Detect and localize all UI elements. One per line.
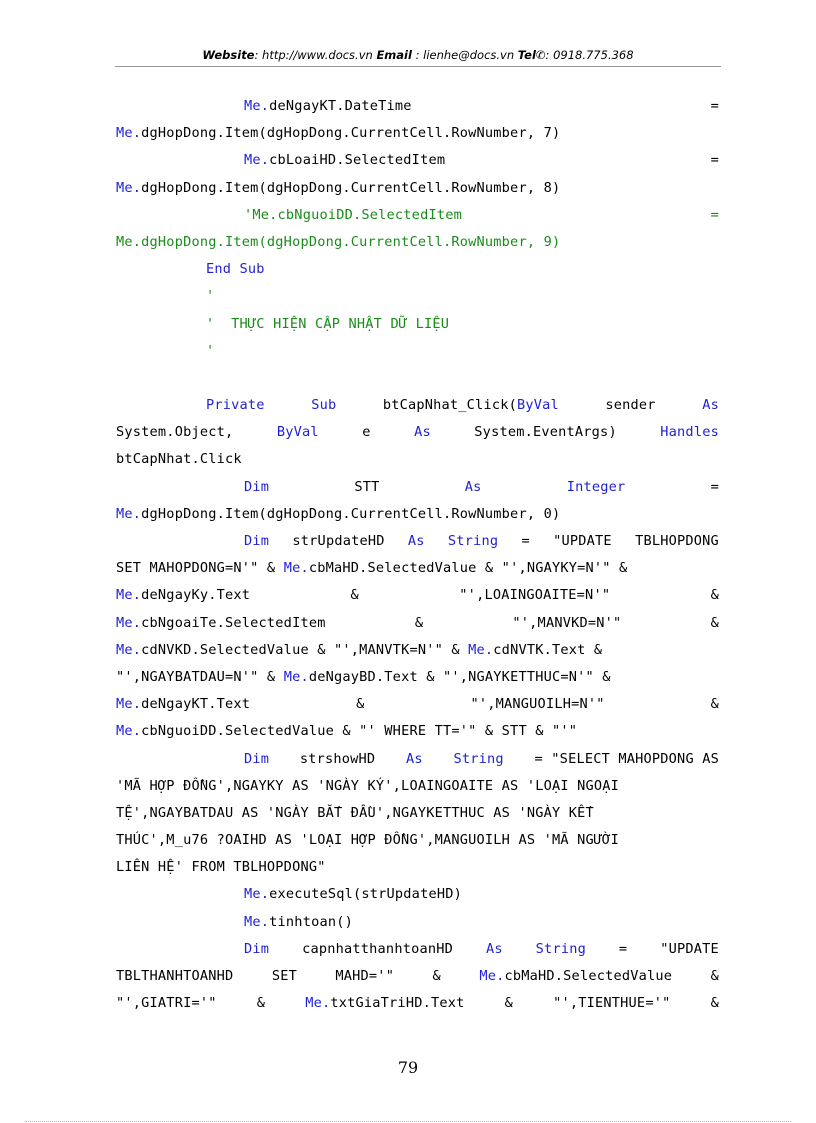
code-token: Me. — [116, 179, 142, 196]
code-token: "',NGAYBATDAU=N'" & — [116, 668, 284, 685]
website-label: Website — [202, 48, 255, 62]
code-token: Dim — [244, 750, 270, 767]
code-token: = — [710, 478, 719, 495]
code-token: ByVal — [516, 397, 559, 414]
code-token: btCapNhat_Click( — [382, 397, 517, 414]
code-token: strshowHD — [299, 750, 376, 767]
code-line-27 — [116, 800, 719, 827]
code-token: & — [710, 587, 719, 604]
code-token: e — [362, 424, 371, 441]
code-line-17 — [116, 528, 719, 555]
code-line-19 — [116, 582, 719, 609]
code-token: Me. — [116, 505, 142, 522]
code-token: Me. — [244, 913, 270, 930]
page-bottom-border — [25, 1121, 791, 1122]
code-token: Me. — [468, 641, 494, 658]
code-line-23 — [116, 691, 719, 718]
code-line-12 — [116, 392, 719, 419]
code-line-21 — [116, 637, 719, 664]
code-token: & — [710, 968, 719, 984]
code-token: "UPDATE — [660, 940, 719, 957]
code-line-9 — [116, 311, 719, 338]
code-token: Dim — [244, 533, 270, 549]
code-token: & — [350, 587, 359, 604]
code-token: deNgayKy.Text — [141, 587, 251, 604]
code-line-8 — [116, 283, 719, 310]
code-line-32 — [116, 936, 719, 963]
code-token: txtGiaTriHD.Text — [330, 995, 465, 1012]
code-line-14 — [116, 446, 719, 473]
code-token: Me.dgHopDong.Item(dgHopDong.CurrentCell.RowNumber, 9) — [116, 233, 561, 250]
code-token: Sub — [311, 397, 337, 414]
code-token: = — [710, 206, 719, 223]
code-token: strUpdateHD — [292, 533, 385, 549]
code-line-29 — [116, 854, 719, 881]
code-token: = — [710, 98, 719, 114]
code-token: Private — [206, 397, 265, 414]
code-token: cbMaHD.SelectedValue & "',NGAYKY=N'" & — [308, 560, 628, 577]
code-token: String — [447, 533, 499, 549]
code-token: Me. — [116, 125, 142, 142]
code-token: As — [702, 397, 719, 414]
header-divider — [115, 66, 721, 67]
code-token: cbMaHD.SelectedValue — [504, 968, 673, 984]
code-token: System.EventArgs) — [474, 424, 617, 441]
code-token: STT — [354, 478, 380, 495]
code-token: SET — [271, 968, 297, 984]
code-token: cdNVKD.SelectedValue & "',MANVTK=N'" & — [141, 641, 469, 658]
code-line-5 — [116, 202, 719, 229]
code-token: & — [414, 614, 424, 631]
code-token: Me. — [244, 152, 270, 169]
code-token: THÚC',M_u76 ?OAIHD AS 'LOẠI HỢP ĐỒNG',MANGUOILH AS 'MÃ NGƯỜI — [116, 832, 620, 849]
code-token: Me. — [116, 641, 142, 658]
code-token: As — [485, 940, 503, 957]
code-token: "',GIATRI='" — [116, 995, 217, 1012]
code-token: cdNVTK.Text & — [493, 641, 603, 658]
code-token: = — [521, 533, 530, 549]
code-token: "UPDATE — [553, 533, 612, 549]
code-line-18 — [116, 555, 719, 582]
code-token: As — [414, 424, 431, 441]
code-token: Me. — [116, 696, 142, 713]
code-token: "',LOAINGOAITE=N'" — [459, 587, 611, 604]
code-token: capnhatthanhtoanHD — [302, 940, 454, 957]
code-line-24 — [116, 718, 719, 745]
tel-number: ✆: 0918.775.368 — [535, 48, 634, 62]
code-token: tinhtoan() — [269, 913, 353, 930]
code-token: & — [710, 696, 719, 713]
code-token: sender — [605, 397, 656, 414]
code-token: & — [504, 995, 513, 1012]
code-token: String — [453, 750, 504, 767]
code-token: As — [406, 750, 423, 767]
code-token: TỆ',NGAYBATDAU AS 'NGÀY BẮT ĐẦU',NGAYKETTHUC AS 'NGÀY KẾT — [116, 804, 594, 821]
code-token: Me. — [116, 587, 142, 604]
code-token: LIÊN HỆ' FROM TBLHOPDONG" — [116, 859, 326, 876]
code-token: ByVal — [276, 424, 319, 441]
code-token: Me. — [244, 98, 270, 114]
code-line-33 — [116, 963, 719, 990]
code-token: dgHopDong.Item(dgHopDong.CurrentCell.RowNumber, 7) — [141, 125, 561, 142]
code-line-6 — [116, 229, 719, 256]
code-listing — [116, 93, 719, 1017]
code-token: System.Object, — [116, 424, 234, 441]
code-line-20 — [116, 610, 719, 637]
code-token: executeSql(strUpdateHD) — [269, 886, 462, 903]
code-token: cbNgoaiTe.SelectedItem — [141, 614, 326, 631]
code-token: deNgayKT.Text — [141, 696, 251, 713]
code-line-26 — [116, 773, 719, 800]
code-token: deNgayBD.Text & "',NGAYKETTHUC=N'" & — [308, 668, 611, 685]
code-token: SET MAHOPDONG=N'" & — [116, 560, 284, 577]
email-label: Email — [376, 48, 412, 62]
code-token: Dim — [244, 478, 270, 495]
code-line-4 — [116, 175, 719, 202]
code-line-10 — [116, 338, 719, 365]
code-token: deNgayKT.DateTime — [269, 98, 412, 114]
code-token: dgHopDong.Item(dgHopDong.CurrentCell.RowNumber, 8) — [141, 179, 561, 196]
code-line-31 — [116, 909, 719, 936]
code-token: & — [256, 995, 266, 1012]
code-line-25 — [116, 746, 719, 773]
code-token: TBLHOPDONG — [635, 533, 719, 549]
code-line-28 — [116, 827, 719, 854]
code-line-34 — [116, 990, 719, 1017]
page-header — [115, 48, 721, 66]
code-token: Me. — [244, 886, 270, 903]
website-url: : http://www.docs.vn — [254, 48, 377, 62]
code-token: cbNguoiDD.SelectedValue & "' WHERE TT='" & STT & "'" — [141, 723, 578, 740]
code-token: Me. — [479, 968, 505, 984]
code-token: As — [407, 533, 425, 549]
page-number: 79 — [397, 1058, 419, 1077]
code-line-13 — [116, 419, 719, 446]
code-token: = — [710, 152, 719, 169]
code-line-22 — [116, 664, 719, 691]
code-token: Me. — [116, 614, 142, 631]
code-line-1 — [116, 93, 719, 120]
code-token: TBLTHANHTOANHD — [116, 968, 234, 984]
code-token: & — [710, 614, 719, 631]
code-token: Handles — [660, 424, 719, 441]
code-token: Dim — [244, 940, 270, 957]
code-token: btCapNhat.Click — [116, 451, 242, 468]
code-token: = — [618, 940, 628, 957]
code-token: = "SELECT MAHOPDONG AS — [534, 750, 719, 767]
code-token: Me. — [283, 560, 309, 577]
code-token: As — [464, 478, 482, 495]
code-line-blank — [116, 365, 719, 392]
code-token: & — [432, 968, 441, 984]
code-line-15 — [116, 474, 719, 501]
code-token: ' — [206, 288, 215, 305]
code-token: & — [356, 696, 365, 713]
code-token: Me. — [283, 668, 309, 685]
code-token: MAHD='" — [335, 968, 395, 984]
tel-label: Tel — [517, 48, 536, 62]
code-token: String — [535, 940, 586, 957]
code-token: Integer — [566, 478, 626, 495]
code-token: ' — [206, 342, 215, 359]
code-token: Me. — [305, 995, 331, 1012]
code-token: "',MANGUOILH=N'" — [470, 696, 605, 713]
code-token: End Sub — [206, 261, 265, 278]
code-line-16 — [116, 501, 719, 528]
code-token: 'MÃ HỢP ĐỒNG',NGAYKY AS 'NGÀY KÝ',LOAINGOAITE AS 'LOẠI NGOẠI — [116, 777, 620, 794]
code-token: "',TIENTHUE='" — [553, 995, 671, 1012]
code-token: & — [710, 995, 719, 1012]
code-token: "',MANVKD=N'" — [512, 614, 622, 631]
code-token: cbLoaiHD.SelectedItem — [269, 152, 446, 169]
code-token: 'Me.cbNguoiDD.SelectedItem — [244, 206, 462, 223]
email-address: : lienhe@docs.vn — [411, 48, 518, 62]
code-token: Me. — [116, 723, 142, 740]
code-line-3 — [116, 147, 719, 174]
code-line-7 — [116, 256, 719, 283]
code-token: dgHopDong.Item(dgHopDong.CurrentCell.RowNumber, 0) — [141, 505, 561, 522]
code-token: ' THỰC HIỆN CẬP NHẬT DỮ LIỆU — [206, 315, 450, 332]
code-line-30 — [116, 881, 719, 908]
code-line-2 — [116, 120, 719, 147]
